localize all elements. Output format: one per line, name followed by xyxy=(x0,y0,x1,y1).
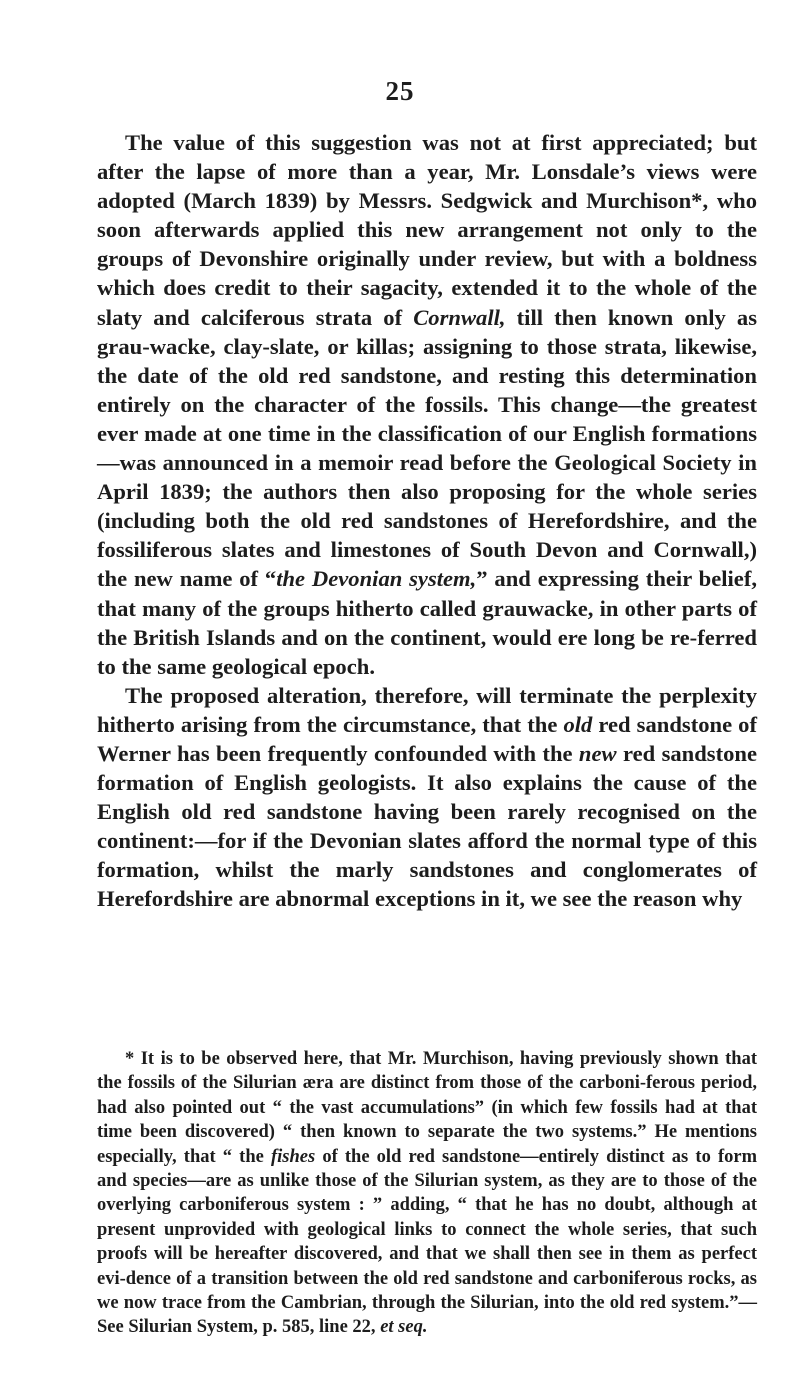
paragraph-text: red sandstone of Werner has been frequently confounded with the xyxy=(97,711,757,766)
paragraph-devonian-adoption xyxy=(97,128,757,681)
footnote xyxy=(97,1047,757,1340)
italic-new: new xyxy=(578,740,617,766)
paragraph-text: till then known only as grau-wacke, clay-slate, or killas; assigning to those strata, likewise, the date of the old red sandstone, and resting this determination entirely on the character of the fossils. This change—the greatest ever made at one time in the classification of our English formations—was announced in a memoir read before the Geological Society in April 1839; the authors then also proposing for the whole series (including both the old red sandstones of Herefordshire, and the fossiliferous slates and limestones of South Devon and Cornwall,) the new name of “ xyxy=(97,304,757,592)
paragraph-proposed-alteration xyxy=(97,681,757,914)
paragraph-text: The value of this suggestion was not at first appreciated; but after the lapse of more than a year, Mr. Lonsdale’s views were adopted (March 1839) by Messrs. Sedgwick and Murchison*, who soon afterwards applied this new arrangement not only to the groups of Devonshire originally under review, but with a boldness which does credit to their sagacity, extended it to the whole of the slaty and calciferous strata of xyxy=(97,130,757,330)
italic-fishes: fishes xyxy=(270,1146,316,1167)
italic-devonian-system: the Devonian system, xyxy=(276,566,477,592)
italic-et-seq: et seq. xyxy=(380,1317,428,1338)
paragraph-text: ” and expressing their belief, that many of the groups hitherto called grauwacke, in other parts of the British Islands and on the continent, would ere long be re-ferred to the same geological epoch. xyxy=(97,566,758,679)
footnote-paragraph xyxy=(97,1047,757,1340)
page-number: 25 xyxy=(385,76,415,106)
footnote-text: of the old red sandstone—entirely distinct as to form and species—are as unlike those of the Silurian system, as they are to those of the overlying carboniferous system : ” adding, “ that he has no doubt, although at present unprovided with geological links to connect the whole series, that such proofs will be hereafter discovered, and that we shall then see in them as perfect evi-dence of a transition between the old red sandstone and carboniferous rocks, as we now trace from the Cambrian, through the Silurian, into the old red system.”—See Silurian System, p. 585, line 22, xyxy=(97,1146,757,1338)
paragraph-text: The proposed alteration, therefore, will terminate the perplexity hitherto arising from the circumstance, that the xyxy=(97,682,757,737)
main-text xyxy=(97,128,757,914)
italic-cornwall: Cornwall, xyxy=(413,304,506,330)
italic-old: old xyxy=(563,711,593,737)
paragraph-text: red sandstone formation of English geologists. It also explains the cause of the English old red sandstone having been rarely recognised on the continent:—for if the Devonian slates afford the normal type of this formation, whilst the marly sandstones and conglomerates of Herefordshire are abnormal exceptions in it, we see the reason why xyxy=(97,740,757,912)
footnote-text: * It is to be observed here, that Mr. Murchison, having previously shown that the fossils of the Silurian æra are distinct from those of the carboni-ferous period, had also pointed out “ the vast accumulations” (in which few fossils had at that time been discovered) “ then known to separate the two systems.” He mentions especially, that “ the xyxy=(97,1049,757,1167)
